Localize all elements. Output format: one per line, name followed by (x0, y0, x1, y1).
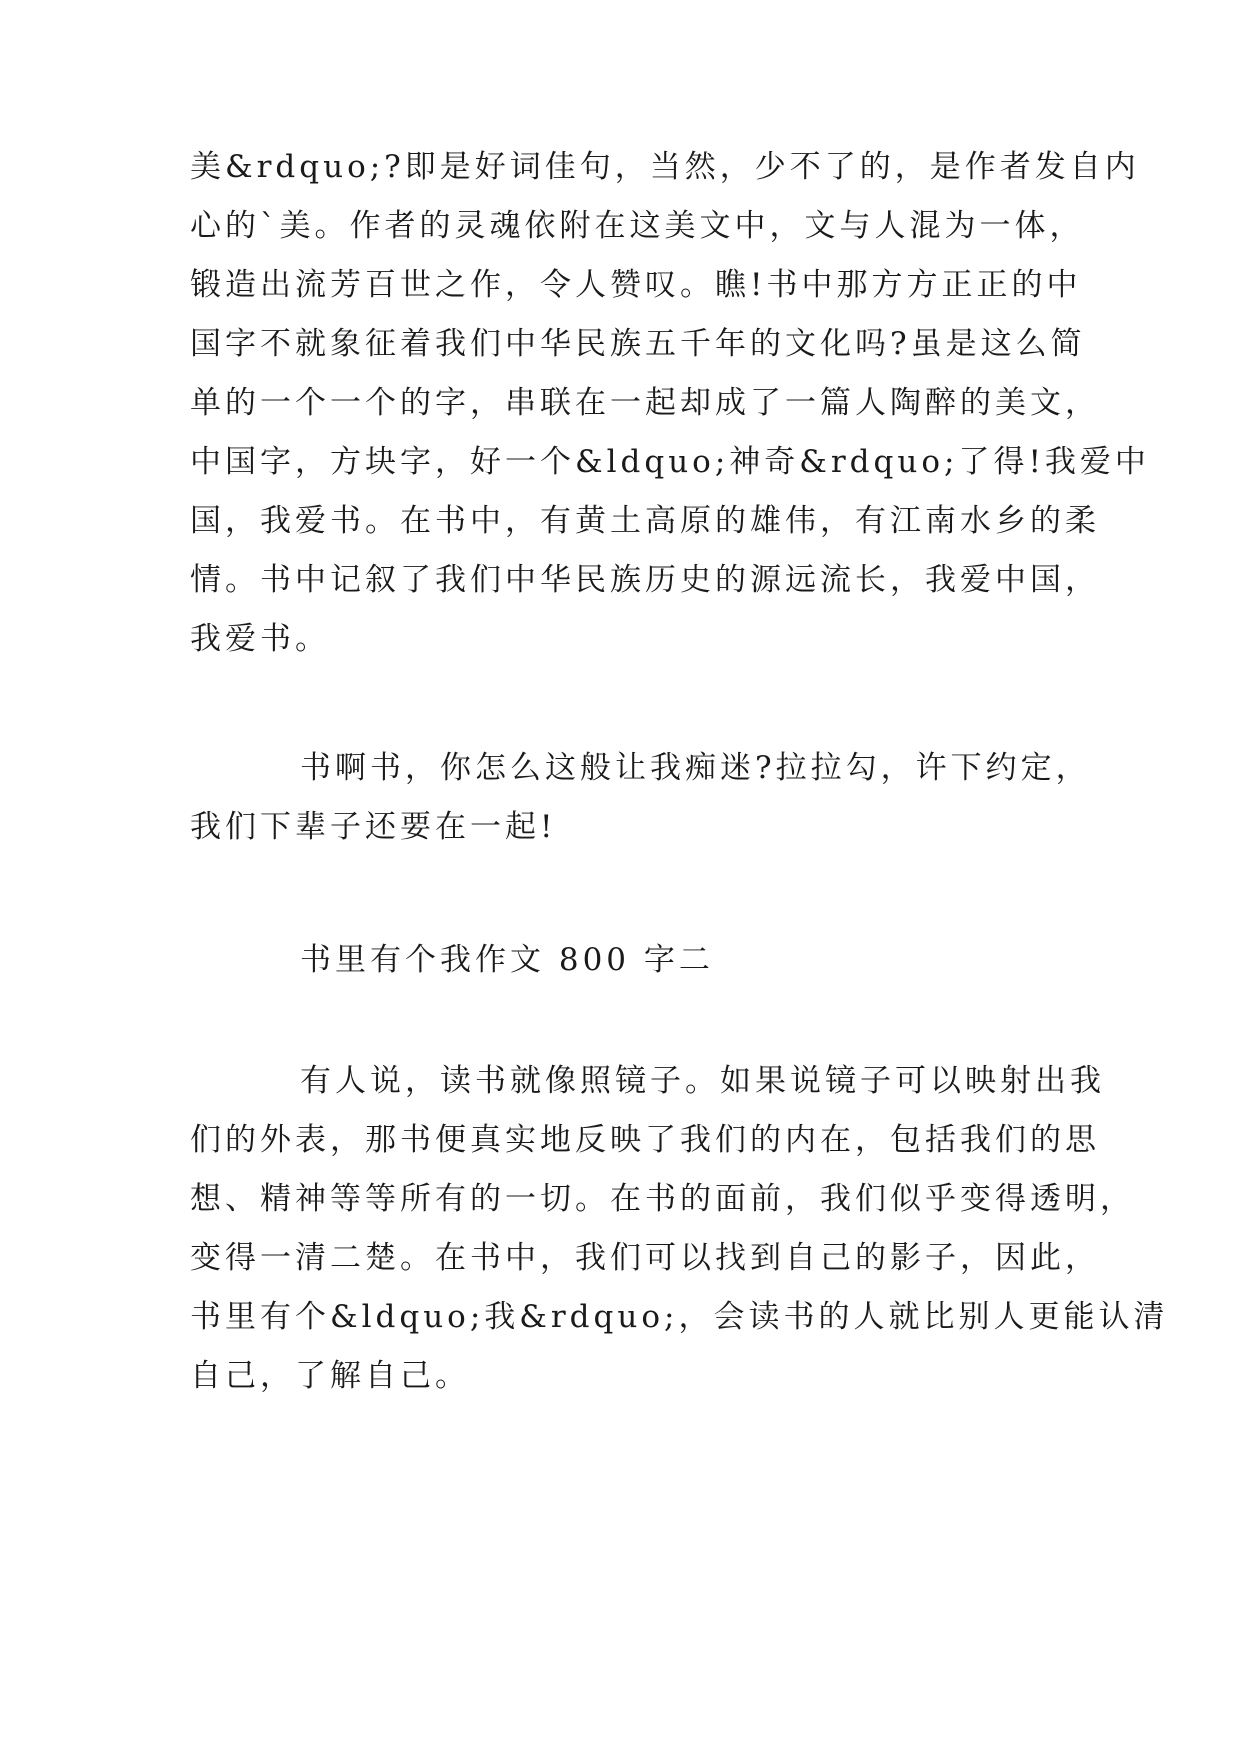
text-line: 单的一个一个的字，串联在一起却成了一篇人陶醉的美文， (190, 385, 1100, 421)
text-line: 国，我爱书。在书中，有黄土高原的雄伟，有江南水乡的柔 (190, 503, 1100, 539)
text-line: 中国字，方块字，好一个&ldquo;神奇&rdquo;了得!我爱中 (190, 444, 1150, 480)
text-line: 锻造出流芳百世之作，令人赞叹。瞧!书中那方方正正的中 (190, 267, 1082, 303)
paragraph-body (190, 1052, 1169, 1406)
section-heading (190, 931, 1070, 990)
text-line: 书里有个&ldquo;我&rdquo;，会读书的人就比别人更能认清 (190, 1299, 1169, 1335)
text-line: 情。书中记叙了我们中华民族历史的源远流长，我爱中国， (190, 562, 1100, 598)
text-line: 心的`美。作者的灵魂依附在这美文中，文与人混为一体， (190, 208, 1085, 244)
paragraph-closing (190, 739, 1091, 857)
text-line: 想、精神等等所有的一切。在书的面前，我们似乎变得透明， (190, 1181, 1135, 1217)
heading-line: 书里有个我作文 800 字二 (300, 942, 714, 978)
text-line: 我们下辈子还要在一起! (190, 809, 557, 845)
text-line: 书啊书，你怎么这般让我痴迷?拉拉勾，许下约定， (300, 750, 1091, 786)
text-line: 美&rdquo;?即是好词佳句，当然，少不了的，是作者发自内 (190, 149, 1140, 185)
text-line: 自己，了解自己。 (190, 1358, 470, 1394)
text-line: 我爱书。 (190, 621, 330, 657)
text-line: 们的外表，那书便真实地反映了我们的内在，包括我们的思 (190, 1122, 1100, 1158)
text-line: 有人说，读书就像照镜子。如果说镜子可以映射出我 (300, 1063, 1105, 1099)
text-line: 国字不就象征着我们中华民族五千年的文化吗?虽是这么简 (190, 326, 1086, 362)
paragraph-continuation (190, 138, 1150, 669)
text-line: 变得一清二楚。在书中，我们可以找到自己的影子，因此， (190, 1240, 1100, 1276)
